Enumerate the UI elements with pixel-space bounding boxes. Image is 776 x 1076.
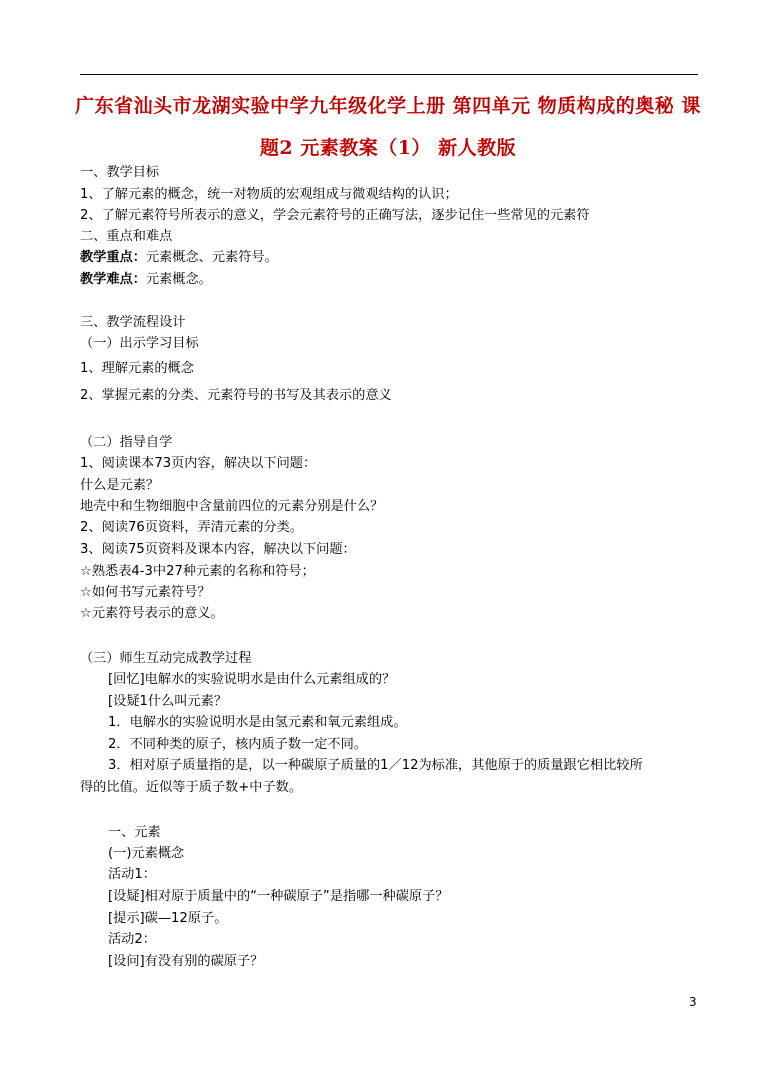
text-line: 一、元素 xyxy=(108,825,161,840)
text-line: 三、教学流程设计 xyxy=(80,315,186,330)
text-line: 3、阅读75页资料及课本内容，解决以下问题： xyxy=(80,542,356,557)
text-line: ☆熟悉表4-3中27种元素的名称和符号； xyxy=(80,564,315,579)
text-line: 2、了解元素符号所表示的意义，学会元素符号的正确写法，逐步记住一些常见的元素符 xyxy=(80,208,590,223)
text-line: 2．不同种类的原子，核内质子数一定不同。 xyxy=(108,737,367,752)
text-line: [回忆]电解水的实验说明水是由什么元素组成的？ xyxy=(108,672,396,687)
header-rule xyxy=(80,74,698,75)
text-line: 一、教学目标 xyxy=(80,165,160,180)
document-title-line-2: 题2 元素教案（1） 新人教版 xyxy=(259,137,517,159)
document-title-line-1: 广东省汕头市龙湖实验中学九年级化学上册 第四单元 物质构成的奥秘 课 xyxy=(75,95,701,117)
page-number: 3 xyxy=(689,995,697,1009)
text-line: ☆元素符号表示的意义。 xyxy=(80,606,224,621)
text-line: 1．电解水的实验说明水是由氢元素和氧元素组成。 xyxy=(108,715,407,730)
key-point-text: 元素概念、元素符号。 xyxy=(145,250,278,265)
text-line: 什么是元素？ xyxy=(80,478,160,493)
text-line: 得的比值。近似等于质子数+中子数。 xyxy=(80,780,303,795)
text-line: （一）出示学习目标 xyxy=(80,336,199,351)
text-line: 2、掌握元素的分类、元素符号的书写及其表示的意义 xyxy=(80,388,392,403)
text-line: 地壳中和生物细胞中含量前四位的元素分别是什么？ xyxy=(80,499,384,514)
text-line: [设疑1什么叫元素？ xyxy=(108,694,228,709)
text-line: (一)元素概念 xyxy=(108,846,185,861)
difficulty-text: 元素概念。 xyxy=(145,272,212,287)
text-line: 活动1： xyxy=(108,867,156,882)
text-line xyxy=(80,249,278,267)
text-line: [提示]碳—12原子。 xyxy=(108,911,228,926)
text-line: 1、阅读课本73页内容，解决以下问题： xyxy=(80,456,317,471)
text-line: ☆如何书写元素符号？ xyxy=(80,585,211,600)
key-point-label: 教学重点： xyxy=(80,250,146,265)
text-line: [设疑]相对原于质量中的“一种碳原子”是指哪一种碳原子？ xyxy=(108,889,449,904)
text-line: （三）师生互动完成教学过程 xyxy=(80,651,252,666)
text-line: （二）指导自学 xyxy=(80,435,173,450)
text-line: 二、重点和难点 xyxy=(80,229,173,244)
text-line: 3．相对原子质量指的是，以一种碳原子质量的1／12为标准，其他原于的质量跟它相比较所 xyxy=(108,758,643,773)
text-line: 2、阅读76页资料，弄清元素的分类。 xyxy=(80,520,303,535)
difficulty-label: 教学难点： xyxy=(80,272,146,287)
text-line: [设问]有没有别的碳原子？ xyxy=(108,954,264,969)
text-line xyxy=(80,271,212,289)
text-line: 1、理解元素的概念 xyxy=(80,361,194,376)
text-line: 1、了解元素的概念，统一对物质的宏观组成与微观结构的认识； xyxy=(80,187,458,202)
text-line: 活动2： xyxy=(108,932,156,947)
